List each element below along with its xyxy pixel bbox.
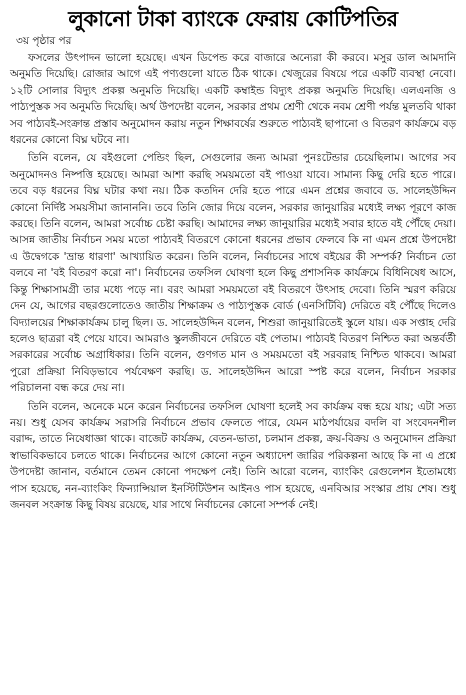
article-paragraph-1: ফসলের উৎপাদন ভালো হয়েছে। এখন ডিপেন্ড করে বাজারে অন্যেরা কী করবে। মসুর ডাল আমদানি অনুমতি দিয়েছি। রোজার আগে এই পণ্যগুলো যাতে ঠিক থাকে। খেজুরের বিষয়ে পরে একটি ব্যবস্থা নেবো। ১২টি সোলার বিদ্যুৎ প্রকল্প অনুমতি দিয়েছি। একটি কম্বাইন্ড বিদ্যুৎ প্রকল্প অনুমতি দিয়েছি। এলএনজি ও পাঠ্যপুস্তক সব অনুমতি দিয়েছি। অর্থ উপদেষ্টা বলেন, সরকার প্রথম শ্রেণী থেকে নবম শ্রেণী পর্যন্ত মুলতবি থাকা সব পাঠ্যবই-সংক্রান্ত প্রস্তাব অনুমোদন করায় নতুন শিক্ষাবর্ষের শুরুতে পাঠ্যবই ছাপানো ও বিতরণ কার্যক্রমে বড় ধরনের কোনো বিঘ্ন ঘটবে না।: [10, 52, 456, 147]
article-paragraph-2: তিনি বলেন, যে বইগুলো পেন্ডিং ছিল, সেগুলোর জন্য আমরা পুনঃটেন্ডার চেয়েছিলাম। আগের সব অনুমোদনও নিষ্পত্তি হয়েছে। আমরা আশা করছি সময়মতো বই পাওয়া যাবে। সামান্য কিছু দেরি হতে পারে। তবে বড় ধরনের বিঘ্ন ঘটার কথা নয়। ঠিক কতদিন দেরি হতে পারে এমন প্রশ্নের জবাবে ড. সালেহউদ্দিন কোনো নির্দিষ্ট সময়সীমা জানাননি। তবে তিনি জোর দিয়ে বলেন, সরকার জানুয়ারির মধ্যেই লক্ষ্য পূরণে কাজ করছে। তিনি বলেন, আমরা সর্বোচ্চ চেষ্টা করছি। আমাদের লক্ষ্য জানুয়ারির মধ্যেই সবার হাতে বই পৌঁছে দেয়া। আসন্ন জাতীয় নির্বাচন সময় মতো পাঠ্যবই বিতরণে কোনো ধরনের প্রভাব ফেলবে কি না এমন প্রশ্নে উপদেষ্টা এ উদ্বেগকে 'ভ্রান্ত ধারণা' আখ্যায়িত করেন। তিনি বলেন, নির্বাচনের সাথে বইয়ের কী সম্পর্ক? নির্বাচন তো বলবে না 'বই বিতরণ করো না'। নির্বাচনের তফসিল ঘোষণা হলে কিছু প্রশাসনিক কার্যক্রমে বিধিনিষেধ আসে, কিন্তু শিক্ষাসামগ্রী তার মধ্যে পড়ে না। বরং আমরা সময়মতো বই বিতরণে উৎসাহ দেবো। তিনি স্মরণ করিয়ে দেন যে, আগের বছরগুলোতেও জাতীয় শিক্ষাক্রম ও পাঠ্যপুস্তক বোর্ড (এনসিটিবি) দেরিতে বই পৌঁছে দিলেও বিদ্যালয়ের শিক্ষাকার্যক্রম চালু ছিল। ড. সালেহউদ্দিন বলেন, শিশুরা জানুয়ারিতেই স্কুলে যায়। এক সপ্তাহ দেরি হলেও ছাত্ররা বই পেয়ে যাবে। আমরাও স্কুলজীবনে দেরিতে বই পেতাম। পাঠ্যবই বিতরণ নিশ্চিত করা অন্তর্বর্তী সরকারের সর্বোচ্চ অগ্রাধিকার। তিনি বলেন, গুণগত মান ও সময়মতো বই সরবরাহ নিশ্চিত থাকবে। আমরা পুরো প্রক্রিয়া নিবিড়ভাবে পর্যবেক্ষণ করছি। ড. সালেহউদ্দিন আরো স্পষ্ট করে বলেন, নির্বাচন সরকার পরিচালনা বন্ধ করে দেয় না।: [10, 152, 456, 395]
headline: লুকানো টাকা ব্যাংকে ফেরায় কোটিপতির: [68, 7, 398, 31]
article-paragraph-3: তিনি বলেন, অনেকে মনে করেন নির্বাচনের তফসিল ঘোষণা হলেই সব কার্যক্রম বন্ধ হয়ে যায়; এটা সত্য নয়। শুধু যেসব কার্যক্রম সরাসরি নির্বাচনে প্রভাব ফেলতে পারে, যেমন মাঠপর্যায়ের বদলি বা সংবেদনশীল বরাদ্দ, তাতে নিষেধাজ্ঞা থাকে। বাজেট কার্যক্রম, বেতন-ভাতা, চলমান প্রকল্প, ক্রয়-বিক্রয় ও অনুমোদন প্রক্রিয়া স্বাভাবিকভাবে চলতে থাকে। নির্বাচনের আগে কোনো নতুন অধ্যাদেশ জারির পরিকল্পনা আছে কি না এ প্রশ্নে উপদেষ্টা জানান, বর্তমানে তেমন কোনো পদক্ষেপ নেই। তিনি আরো বলেন, ব্যাংকিং রেগুলেশন ইতোমধ্যে পাস হয়েছে, নন-ব্যাংকিং ফিন্যান্সিয়াল ইনস্টিটিউশন আইনও পাস হয়েছে, এনবিআর সংস্কার প্রায় শেষ। শুধু জনবল সংক্রান্ত কিছু বিষয় রয়েছে, যার সাথে নির্বাচনের কোনো সম্পর্ক নেই।: [10, 400, 456, 511]
continuation-note: ৩য় পৃষ্ঠার পর: [16, 35, 72, 47]
article-body: [10, 50, 456, 513]
